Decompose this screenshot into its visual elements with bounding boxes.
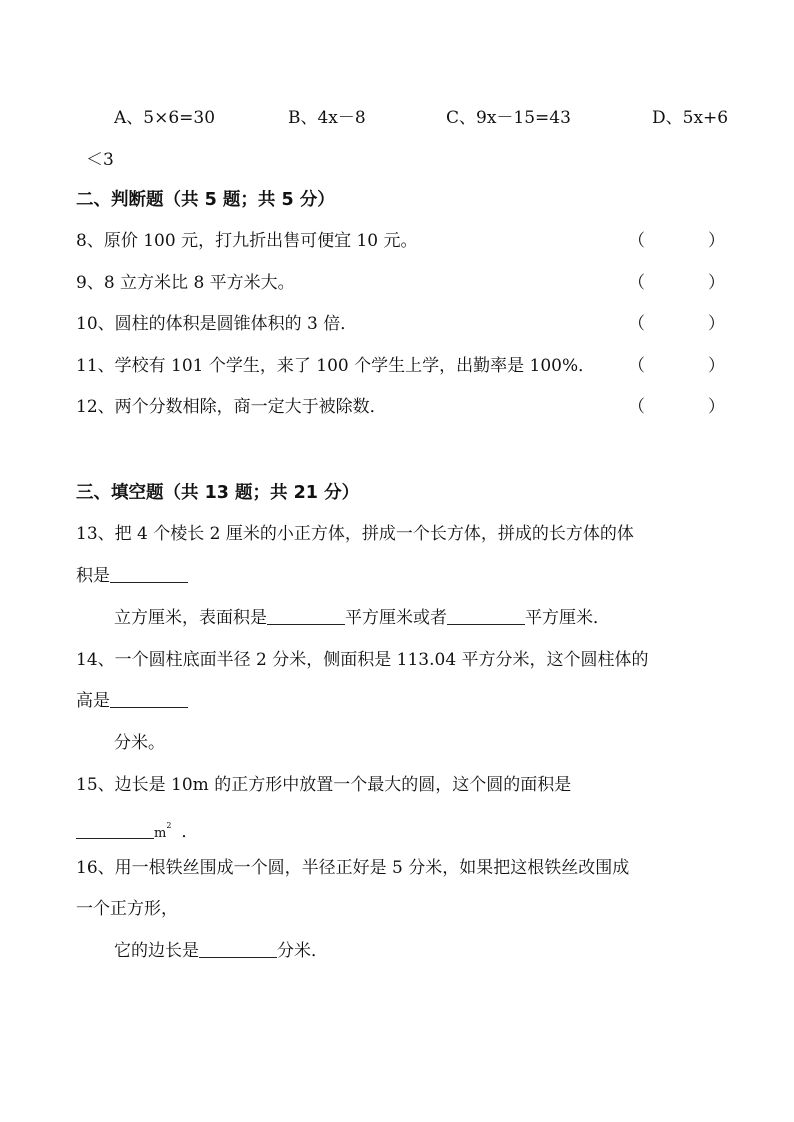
q16-text-line3 [114,939,328,963]
choice-a: A、5×6=30 [114,108,216,128]
judgement-question: 11、学校有 101 个学生，来了 100 个学生上学，出勤率是 100%． [76,356,596,376]
answer-paren-open: （ [628,231,645,251]
q16-label: 它的边长是 [114,941,199,961]
answer-blank [110,689,188,708]
q14-text: 14、一个圆柱底面半径 2 分米，侧面积是 113.04 平方分米，这个圆柱体的 [76,650,649,670]
q14-unit: 分米。 [114,733,165,753]
judgement-question: 9、8 立方米比 8 平方米大。 [76,273,295,293]
choice-c: C、9x－15=43 [446,108,571,128]
answer-blank [199,939,277,958]
q16-text-cont: 一个正方形， [76,899,178,919]
answer-blank [76,820,154,839]
answer-paren-open: （ [628,397,645,417]
answer-blank [267,606,345,625]
q16-text: 16、用一根铁丝围成一个圆，半径正好是 5 分米，如果把这根铁丝改围成 [76,858,630,878]
q14-label: 高是 [76,691,110,711]
answer-paren-close: ） [708,314,725,334]
choice-d-continued: ＜3 [86,150,114,170]
q15-unit-exponent: 2 [166,821,172,830]
section2-heading: 二、判断题（共 5 题；共 5 分） [76,190,335,210]
q15-answer-line [76,814,198,846]
q16-unit: 分米． [277,941,328,961]
q15-text: 15、边长是 10m 的正方形中放置一个最大的圆，这个圆的面积是 [76,775,572,795]
answer-blank [110,564,188,583]
answer-paren-close: ） [708,397,725,417]
judgement-question: 12、两个分数相除，商一定大于被除数． [76,397,387,417]
q15-unit: m [154,826,167,841]
q13-text: 13、把 4 个棱长 2 厘米的小正方体，拼成一个长方体，拼成的长方体的体 [76,524,634,544]
section3-heading: 三、填空题（共 13 题；共 21 分） [76,483,360,503]
answer-paren-close: ） [708,231,725,251]
q13-volume-unit: 立方厘米，表面积是 [114,608,267,628]
answer-paren-open: （ [628,356,645,376]
q14-text-cont [76,689,188,713]
q13-area-unit: 平方厘米或者 [345,608,447,628]
answer-paren-close: ） [708,356,725,376]
q13-text-cont [76,564,188,588]
judgement-question: 10、圆柱的体积是圆锥体积的 3 倍． [76,314,358,334]
answer-paren-close: ） [708,273,725,293]
choice-d: D、5x+6 [652,108,729,128]
q13-area-unit-end: 平方厘米． [525,608,610,628]
judgement-question: 8、原价 100 元，打九折出售可便宜 10 元。 [76,231,418,251]
q13-label: 积是 [76,566,110,586]
q15-end: ． [181,822,199,842]
choice-b: B、4x－8 [288,108,366,128]
answer-blank [447,606,525,625]
answer-paren-open: （ [628,314,645,334]
q13-text-line3 [114,606,610,630]
answer-paren-open: （ [628,273,645,293]
